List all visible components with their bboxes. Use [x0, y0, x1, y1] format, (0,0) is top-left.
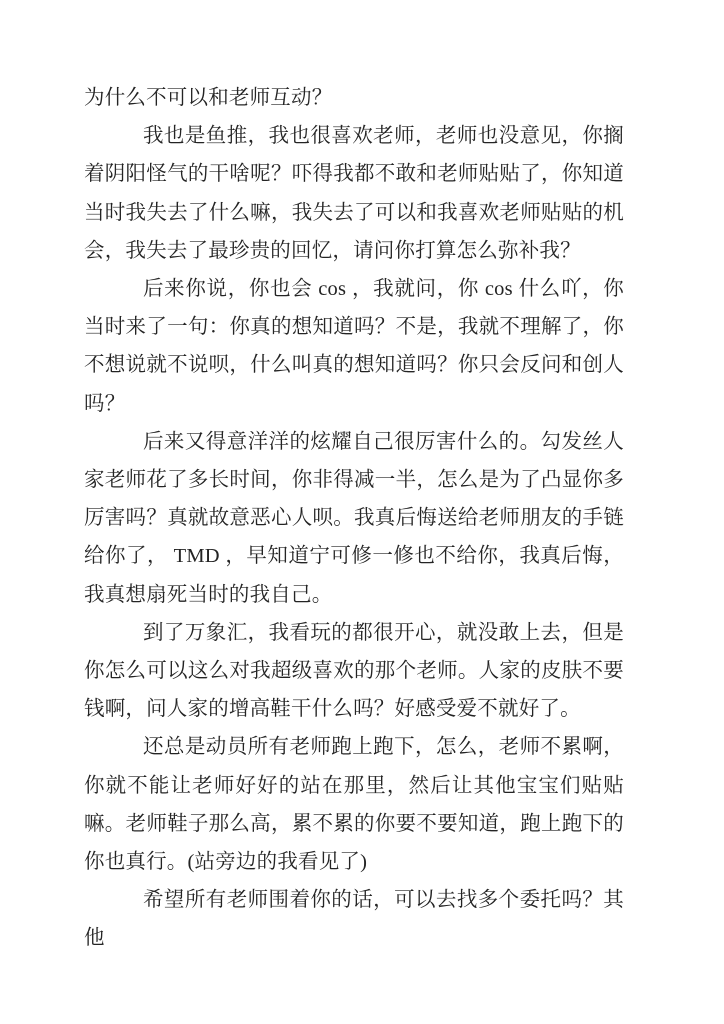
paragraph: 到了万象汇，我看玩的都很开心，就没敢上去，但是你怎么可以这么对我超级喜欢的那个老师。人家的皮肤不要钱啊，问人家的增高鞋干什么吗？好感受爱不就好了。 — [84, 621, 624, 721]
paragraph: 希望所有老师围着你的话，可以去找多个委托吗？其他 — [84, 889, 624, 950]
paragraph: 后来又得意洋洋的炫耀自己很厉害什么的。勾发丝人家老师花了多长时间，你非得减一半，怎么是为了凸显你多厉害吗？真就故意恶心人呗。我真后悔送给老师朋友的手链给你了， TMD ，早知道宁可修一修也不给你，我真后悔，我真想扇死当时的我自己。 — [84, 430, 624, 606]
paragraph: 还总是动员所有老师跑上跑下，怎么，老师不累啊，你就不能让老师好好的站在那里，然后让其他宝宝们贴贴嘛。老师鞋子那么高，累不累的你要不要知道，跑上跑下的你也真行。(站旁边的我看见了) — [84, 736, 624, 874]
paragraph: 后来你说，你也会 cos ，我就问，你 cos 什么吖，你当时来了一句：你真的想知道吗？不是，我就不理解了，你不想说就不说呗，什么叫真的想知道吗？你只会反问和创人吗？ — [84, 278, 624, 415]
paragraph: 我也是鱼推，我也很喜欢老师，老师也没意见，你搁着阴阳怪气的干啥呢？吓得我都不敢和老师贴贴了，你知道当时我失去了什么嘛，我失去了可以和我喜欢老师贴贴的机会，我失去了最珍贵的回忆，请问你打算怎么弥补我？ — [84, 125, 624, 262]
document-text-body — [84, 79, 624, 958]
paragraph-question-heading: 为什么不可以和老师互动？ — [84, 87, 333, 109]
